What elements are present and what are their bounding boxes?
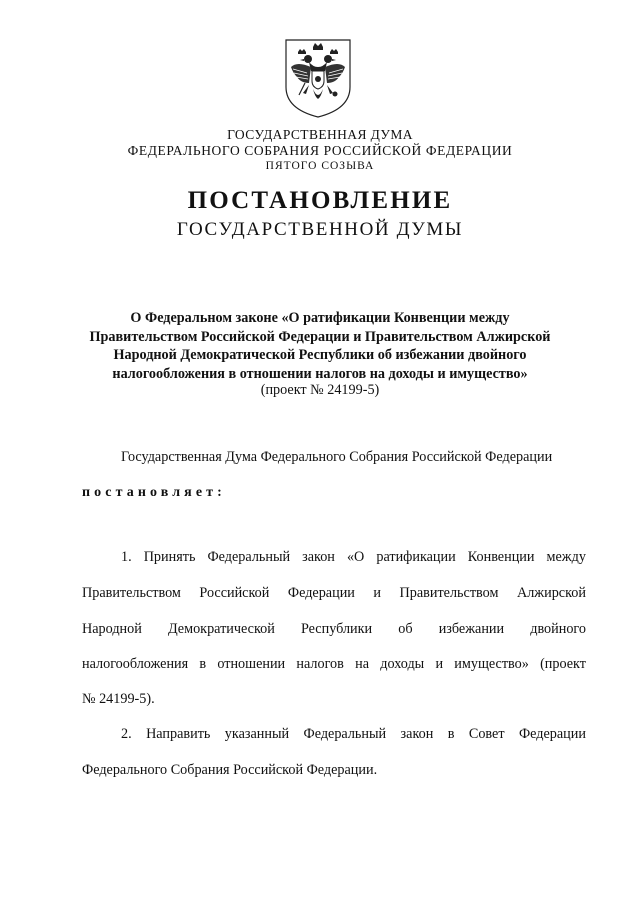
word: Принять: [143, 549, 196, 565]
word: Федерации: [287, 585, 355, 601]
project-reference: (проект № 24199-5): [260, 382, 380, 398]
word: на: [355, 656, 369, 672]
subject-line: Правительством Российской Федерации и Правительством Алжирской: [89, 328, 551, 345]
preamble: Государственная Дума Федерального Собрания Российской Федерации: [121, 449, 553, 465]
word: избежании: [438, 621, 505, 637]
item2-line1: [121, 726, 586, 743]
word: (проект: [540, 656, 586, 672]
word: 1.: [121, 549, 132, 565]
word: двойного: [530, 621, 586, 637]
word: Алжирской: [516, 585, 586, 601]
convocation: ПЯТОГО СОЗЫВА: [265, 160, 375, 172]
document-issuer: ГОСУДАРСТВЕННОЙ ДУМЫ: [176, 219, 464, 240]
org-title-line2: ФЕДЕРАЛЬНОГО СОБРАНИЯ РОССИЙСКОЙ ФЕДЕРАЦИИ: [127, 143, 513, 158]
word: об: [398, 621, 413, 637]
word: между: [546, 549, 586, 565]
subject-line: Народной Демократической Республики об избежании двойного: [113, 347, 527, 363]
coat-of-arms-icon: [283, 37, 353, 119]
item1-line3: [82, 621, 586, 638]
word: 2.: [121, 726, 132, 742]
word: ратификации: [376, 549, 456, 565]
item1-line2: [82, 585, 586, 602]
word: налогообложения: [82, 656, 189, 672]
document-subject: [70, 309, 570, 383]
word: имущество»: [454, 656, 529, 672]
item1-line5: № 24199-5).: [82, 691, 155, 707]
resolves-verb: постановляет:: [82, 485, 226, 500]
subject-line: налогообложения в отношении налогов на доходы и имущество»: [112, 365, 528, 382]
word: отношении: [217, 656, 286, 672]
word: Федеральный: [207, 549, 291, 565]
word: Федерации: [518, 726, 586, 742]
word: доходы: [380, 656, 425, 672]
word: закон: [400, 726, 434, 742]
item1-line1: [121, 549, 586, 566]
item2-line2: Федерального Собрания Российской Федерации.: [82, 762, 378, 778]
word: Российской: [199, 585, 270, 601]
word: Конвенции: [467, 549, 535, 565]
document-type: ПОСТАНОВЛЕНИЕ: [187, 187, 453, 214]
subject-line: О Федеральном законе «О ратификации Конвенции между: [130, 310, 510, 326]
word: и: [373, 585, 382, 601]
word: налогов: [296, 656, 344, 672]
word: указанный: [224, 726, 290, 742]
word: Республики: [300, 621, 373, 637]
word: Народной: [82, 621, 142, 637]
word: закон: [302, 549, 335, 565]
word: в: [199, 656, 207, 672]
word: и: [435, 656, 444, 672]
org-title-line1: ГОСУДАРСТВЕННАЯ ДУМА: [227, 127, 413, 142]
word: Демократической: [167, 621, 275, 637]
word: Федеральный: [303, 726, 387, 742]
word: Правительством: [82, 585, 181, 601]
item1-line4: [82, 656, 586, 673]
word: «О: [346, 549, 365, 565]
word: Правительством: [399, 585, 499, 601]
word: в: [447, 726, 455, 742]
word: Направить: [146, 726, 211, 742]
word: Совет: [468, 726, 505, 742]
